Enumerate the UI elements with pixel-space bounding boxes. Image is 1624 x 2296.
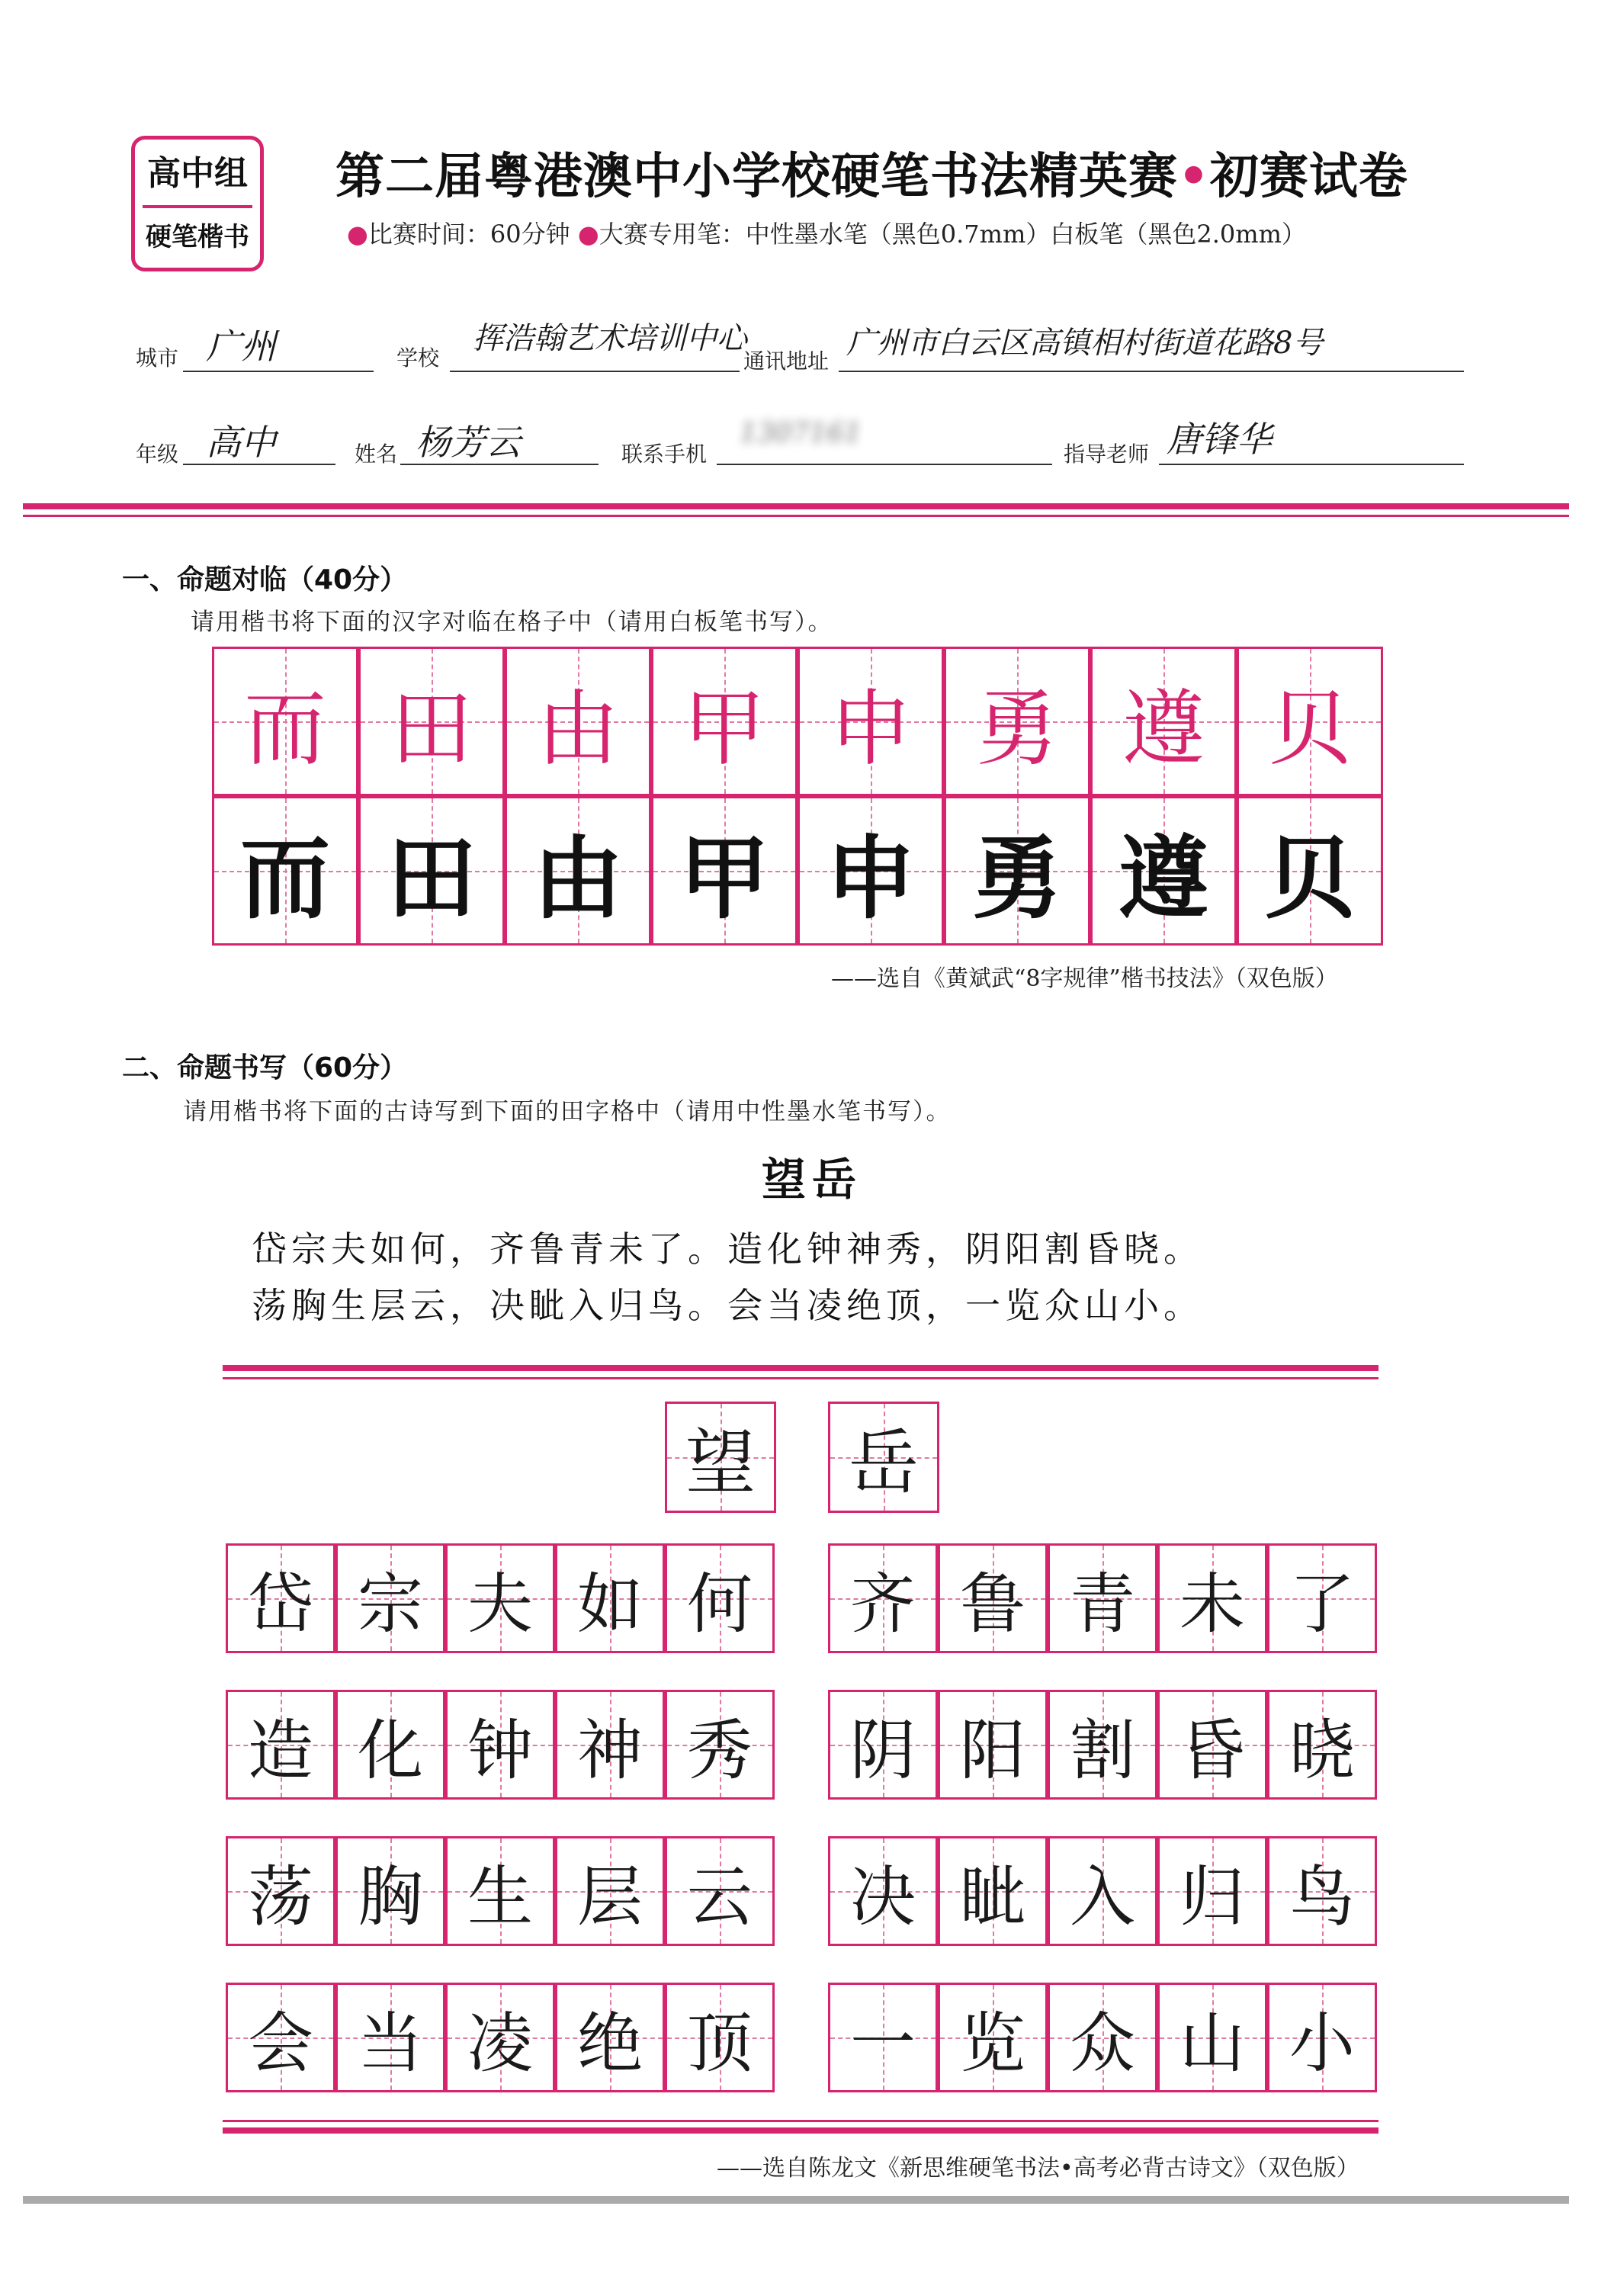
poem-cell [1157,1836,1267,1946]
poem-cell [938,1690,1048,1800]
poem-cell [335,1690,445,1800]
model-cell [944,647,1090,796]
copy-cell-char: 遵 [1118,826,1208,931]
section2-instruction: 请用楷书将下面的古诗写到下面的田字格中（请用中性墨水笔书写）。 [183,1098,952,1126]
copy-cell-char: 申 [825,826,916,931]
poem-cell [226,1983,335,2092]
poem-cell-char: 阳 [960,1713,1025,1789]
poem-cell [1157,1543,1267,1653]
copy-cell [358,796,505,946]
copy-cell [944,796,1090,946]
poem-cell [1267,1983,1377,2092]
poem-cell-char: 岱 [248,1566,313,1643]
poem-cell-char: 一 [850,2005,916,2082]
poem-cell-char: 云 [687,1859,753,1935]
model-cell-char: 申 [829,681,912,777]
poem-bottom-rule [223,2127,1378,2134]
poem-cell-char: 鲁 [960,1566,1025,1643]
poem-cell [555,1690,665,1800]
phone-label: 联系手机 [621,442,708,467]
copy-cell-char: 勇 [971,826,1062,931]
teacher-label: 指导老师 [1064,442,1150,467]
poem-cell-char: 昏 [1179,1713,1245,1789]
poem-grid [226,1543,1377,2123]
poem-cell [665,1983,775,2092]
phone-field[interactable]: 1307161 [740,418,862,449]
poem-cell-char: 层 [577,1859,643,1935]
model-cell [1090,647,1237,796]
name-label: 姓名 [355,442,398,467]
copy-cell [505,796,651,946]
copy-cell [651,796,798,946]
poem-cell-char: 山 [1179,2005,1245,2082]
section1-source: ——选自《黄斌武“8字规律”楷书技法》（双色版） [831,965,1338,992]
poem-cell [1048,1836,1157,1946]
poem-cell-char: 鸟 [1289,1859,1355,1935]
poem-cell [335,1983,445,2092]
poem-cell [445,1836,555,1946]
poem-top-rule-thin [223,1377,1378,1379]
copy-cell-char: 甲 [679,826,769,931]
poem-cell-char: 决 [850,1859,916,1935]
grade-label: 年级 [136,442,179,467]
phone-line [717,464,1052,465]
poem-cell [828,1983,938,2092]
address-field[interactable]: 广州市白云区高镇相村街道花路8号 [846,326,1324,361]
poem-cell-char: 钟 [467,1713,533,1789]
copy-cell-char: 由 [532,826,623,931]
model-cell-char: 而 [243,681,326,777]
poem-cell [555,1836,665,1946]
poem-cell-char: 顶 [687,2005,753,2082]
poem-cell-char: 何 [687,1566,753,1643]
title-end: 初赛试卷 [1209,149,1408,205]
poem-line-1: 岱宗夫如何，齐鲁青未了。造化钟神秀，阴阳割昏晓。 [252,1228,1203,1270]
poem-cell [665,1690,775,1800]
poem-cell-char: 如 [577,1566,643,1643]
poem-cell-char: 造 [248,1713,313,1789]
poem-cell-char: 宗 [358,1566,423,1643]
model-cell [798,647,944,796]
poem-top-rule [223,1365,1378,1371]
model-cell [358,647,505,796]
copy-cell-char: 而 [239,826,330,931]
copy-cell [1237,796,1383,946]
poem-cell-char: 割 [1070,1713,1135,1789]
poem-cell-char: 晓 [1289,1713,1355,1789]
footer-rule [23,2196,1569,2204]
poem-cell [1267,1543,1377,1653]
copy-cell [798,796,944,946]
poem-title-cell [665,1402,776,1513]
name-field[interactable]: 杨芳云 [416,422,521,463]
title-main: 第二届粤港澳中小学校硬笔书法精英赛 [335,149,1178,205]
poem-cell [1048,1543,1157,1653]
model-cell-char: 遵 [1122,681,1205,777]
poem-cell [1048,1983,1157,2092]
city-field[interactable]: 广州 [206,326,276,367]
poem-cell-char: 凌 [467,2005,533,2082]
poem-cell-char: 化 [358,1713,423,1789]
model-cell [1237,647,1383,796]
poem-cell [665,1543,775,1653]
poem-cell-char: 生 [467,1859,533,1935]
subtitle-time: 比赛时间：60分钟 [367,220,570,249]
copy-cell-char: 田 [386,826,477,931]
section2-source: ——选自陈龙文《新思维硬笔书法•高考必背古诗文》（双色版） [717,2155,1359,2182]
school-field[interactable]: 挥浩翰艺术培训中心 [473,321,747,356]
model-cell [212,647,358,796]
poem-title-cell [828,1402,939,1513]
poem-cell-char: 未 [1179,1566,1245,1643]
model-cell-char: 勇 [975,681,1058,777]
poem-cell [555,1543,665,1653]
poem-cell [1048,1690,1157,1800]
badge-style-label: 硬笔楷书 [146,222,249,252]
poem-cell-char: 众 [1070,2005,1135,2082]
model-cell-char: 由 [536,681,619,777]
poem-cell [555,1983,665,2092]
poem-title-cell-char: 岳 [848,1422,919,1504]
subtitle-pens: 大赛专用笔：中性墨水笔（黑色0.7mm）白板笔（黑色2.0mm） [599,220,1306,249]
poem-cell-char: 小 [1289,2005,1355,2082]
poem-cell [335,1836,445,1946]
poem-cell-char: 绝 [577,2005,643,2082]
model-cell [651,647,798,796]
section2-heading: 二、命题书写（60分） [122,1052,408,1084]
city-line [183,371,374,372]
poem-cell [226,1690,335,1800]
poem-cell-char: 眦 [960,1859,1025,1935]
poem-cell [226,1543,335,1653]
header-rule-thin [23,515,1569,517]
section1-instruction: 请用楷书将下面的汉字对临在格子中（请用白板笔书写）。 [191,609,833,636]
bullet-icon: ● [347,220,368,249]
poem-cell [445,1543,555,1653]
teacher-line [1159,464,1464,465]
teacher-field[interactable]: 唐锋华 [1167,419,1272,460]
address-line [839,371,1464,372]
poem-cell [665,1836,775,1946]
poem-cell-char: 夫 [467,1566,533,1643]
header-rule [23,503,1569,509]
poem-title-cell-char: 望 [685,1422,756,1504]
poem-cell [335,1543,445,1653]
poem-title: 望岳 [761,1154,862,1206]
address-label: 通讯地址 [743,348,830,374]
grade-field[interactable]: 高中 [206,422,276,463]
model-cell-char: 贝 [1268,681,1351,777]
poem-cell-char: 了 [1289,1566,1355,1643]
poem-cell [445,1983,555,2092]
section1-grid [212,647,1383,946]
poem-cell-char: 阴 [850,1713,916,1789]
title-dot: • [1178,149,1210,205]
page-title [335,137,1408,207]
school-label: 学校 [396,345,440,371]
poem-cell-char: 归 [1179,1859,1245,1935]
badge-group-label: 高中组 [147,154,248,193]
poem-cell-char: 青 [1070,1566,1135,1643]
poem-cell [938,1983,1048,2092]
poem-cell [828,1690,938,1800]
poem-cell [828,1543,938,1653]
poem-cell [1157,1690,1267,1800]
poem-cell [1267,1690,1377,1800]
poem-cell [226,1836,335,1946]
copy-cell [1090,796,1237,946]
model-cell [505,647,651,796]
poem-cell [828,1836,938,1946]
copy-cell [212,796,358,946]
poem-cell [938,1836,1048,1946]
section1-heading: 一、命题对临（40分） [122,564,408,596]
poem-cell-char: 会 [248,2005,313,2082]
bullet-icon: ● [577,220,599,249]
poem-line-2: 荡胸生层云，决眦入归鸟。会当凌绝顶，一览众山小。 [252,1285,1203,1326]
city-label: 城市 [136,345,179,371]
poem-cell-char: 入 [1070,1859,1135,1935]
badge-divider [143,205,252,208]
poem-cell-char: 荡 [248,1859,313,1935]
poem-cell [1157,1983,1267,2092]
poem-cell [445,1690,555,1800]
poem-cell-char: 览 [960,2005,1025,2082]
poem-cell [1267,1836,1377,1946]
subtitle [347,215,1306,250]
model-cell-char: 甲 [682,681,765,777]
model-cell-char: 田 [390,681,473,777]
poem-cell-char: 胸 [358,1859,423,1935]
poem-cell-char: 神 [577,1713,643,1789]
poem-bottom-rule-thin [223,2120,1378,2122]
poem-cell-char: 秀 [687,1713,753,1789]
poem-cell-char: 当 [358,2005,423,2082]
poem-title-grid [0,1402,1624,1516]
copy-cell-char: 贝 [1264,826,1355,931]
poem-cell-char: 齐 [850,1566,916,1643]
school-line [450,371,740,372]
poem-cell [938,1543,1048,1653]
group-badge [131,136,264,271]
